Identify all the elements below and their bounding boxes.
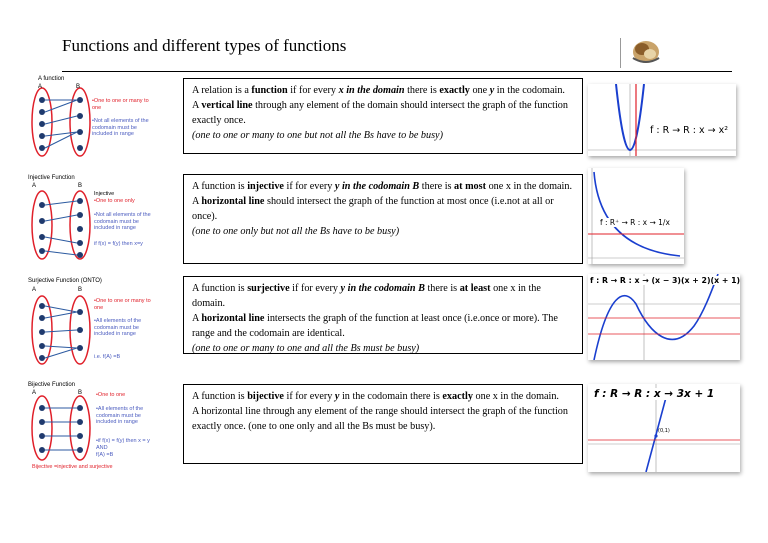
diagram-title: Bijective Function — [28, 382, 76, 388]
set-b-label: B — [78, 183, 83, 189]
bullet: •One to one only — [94, 198, 135, 204]
injective-definition: A function is injective if for every y in the codomain B there is at most one x in the domain. A horizontal line should intersect the graph of the function at most once (i.e.not at all or once). (one to one only but not all the Bs have to be busy) — [183, 174, 583, 264]
bullet: Injective — [94, 191, 115, 197]
bullet: •All elements of the codomain must be included in range — [96, 406, 144, 425]
bullet: i.e. f(A) =B — [94, 354, 121, 360]
surjective-definition: A function is surjective if for every y in the codomain B there is at least one x in the domain. A horizontal line intersects the graph of the function at least once (i.e.once or more). The range and the codomain are identical. (one to one or many to one and all the Bs must be busy) — [183, 276, 583, 354]
bullet: f(A) =B — [96, 452, 114, 458]
set-a-label: A — [32, 287, 37, 293]
bijective-footer: Bijective =injective and surjective — [32, 464, 113, 470]
bullet: •One to one or many to one — [94, 298, 151, 311]
set-b-label: B — [76, 84, 81, 90]
bullet: •One to one or many to one — [92, 98, 149, 111]
bijective-diagram — [28, 382, 180, 474]
set-a-label: A — [32, 390, 37, 396]
graph-label: f : R⁺ → R : x → 1/x — [600, 218, 670, 227]
function-definition: A relation is a function if for every x in the domain there is exactly one y in the codomain. A vertical line through any element of the domain should intersect the graph of the function exactly once. (one to one or many to one but not all the Bs have to be busy) — [183, 78, 583, 154]
graph-label: f : R → R : x → x² — [650, 125, 729, 136]
logo-divider — [620, 38, 621, 68]
diagram-title: A function — [38, 76, 65, 82]
graph-cubic — [588, 274, 740, 360]
bullet: •Not all elements of the codomain must be included in range — [94, 212, 151, 231]
page-title: Functions and different types of functions — [62, 36, 347, 55]
set-a-label: A — [38, 84, 43, 90]
set-b-label: B — [78, 390, 83, 396]
graph-reciprocal — [588, 168, 684, 264]
bijective-definition: A function is bijective if for every y in the codomain there is exactly one x in the domain. A horizontal line through any element of the range should intersect the graph of the function exactly once. (one to one only and all the Bs must be busy). — [183, 384, 583, 464]
function-diagram — [28, 76, 180, 166]
set-a-label: A — [32, 183, 37, 189]
diagram-title: Surjective Function (ONTO) — [28, 278, 102, 284]
title-rule — [62, 71, 732, 72]
diagram-title: Injective Function — [28, 175, 75, 181]
graph-x-squared — [588, 84, 736, 156]
bullet: if f(x) = f(y) then x=y — [94, 241, 143, 247]
bullet: •All elements of the codomain must be included in range — [94, 318, 142, 337]
bullet: •if f(x) = f(y) then x = y AND — [96, 438, 150, 451]
graph-label: f : R → R : x → (x − 3)(x + 2)(x + 1) — [590, 276, 740, 285]
bullet: •Not all elements of the codomain must be included in range — [92, 118, 149, 137]
surjective-diagram — [28, 278, 180, 373]
graph-linear — [588, 384, 740, 472]
bullet: •One to one — [96, 392, 126, 398]
point-label: (0,1) — [658, 428, 670, 434]
graph-label: f : R → R : x → 3x + 1 — [594, 388, 715, 400]
set-b-label: B — [78, 287, 83, 293]
injective-diagram — [28, 175, 180, 270]
logo-icon — [628, 34, 662, 68]
